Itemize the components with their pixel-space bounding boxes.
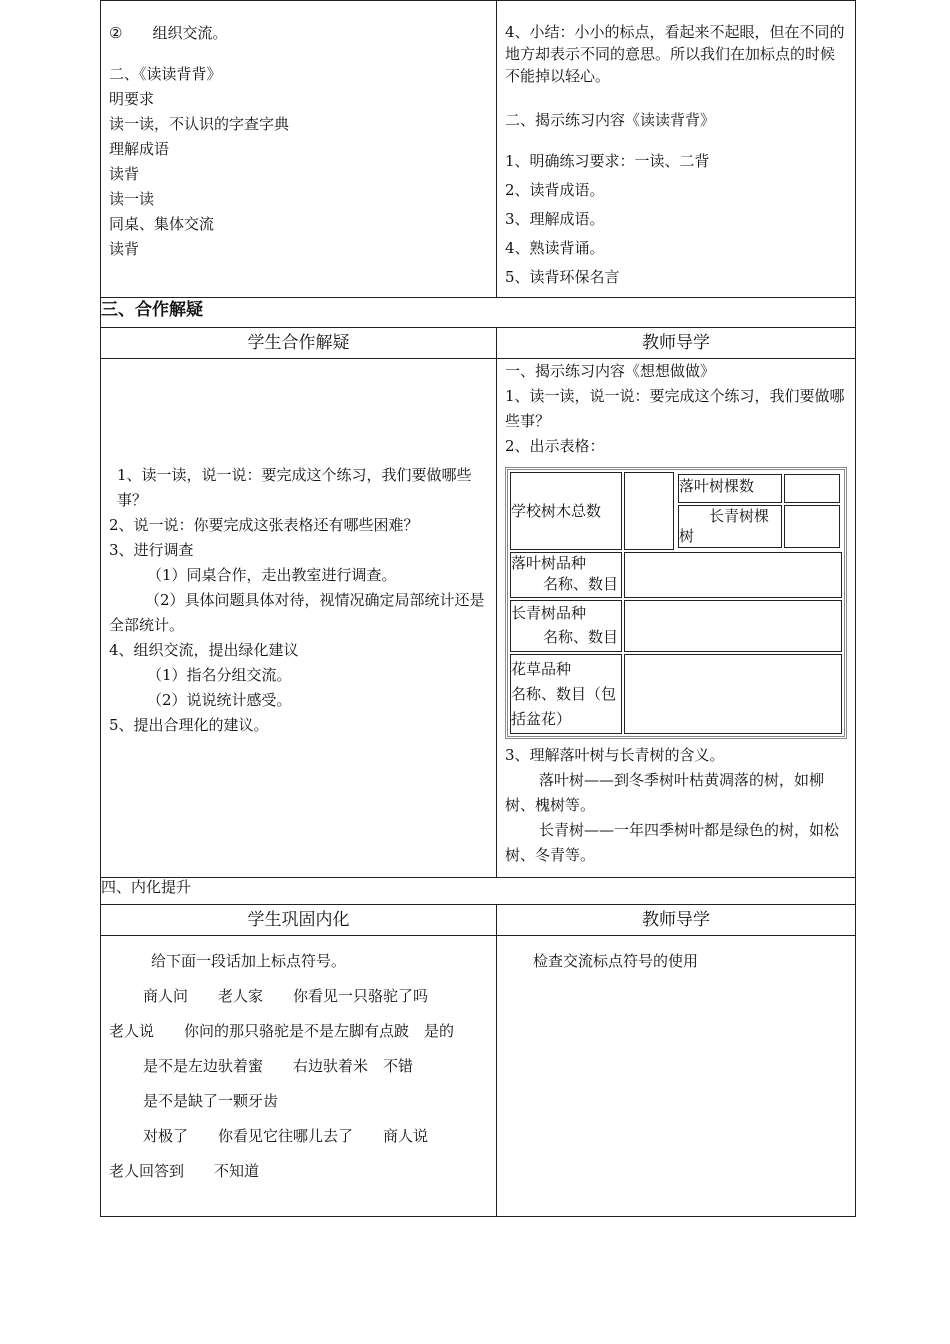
section-read-recite: 二、《读读背背》 xyxy=(109,65,222,83)
section3-right-cell xyxy=(497,359,856,878)
form-flowers-a: 花草品种 xyxy=(511,660,572,678)
section3-title-row xyxy=(101,298,856,328)
form-deciduous-kinds xyxy=(510,552,622,598)
section4-right-header: 教师导学 xyxy=(497,905,856,936)
left-item-7: 读背 xyxy=(109,240,140,258)
form-evergreen-kinds xyxy=(510,600,622,652)
top-right-cell xyxy=(497,1,856,298)
deciduous-definition: 落叶树——到冬季树叶枯黄凋落的树，如柳树、槐树等。 xyxy=(505,771,825,814)
right-item-1: 1、明确练习要求：一读、二背 xyxy=(505,152,710,170)
form-deciduous-kinds-b: 名称、数目 xyxy=(543,575,619,593)
form-flowers-b: 名称、数目（包括盆花） xyxy=(511,685,617,728)
top-left-cell xyxy=(101,1,497,298)
survey-form xyxy=(505,467,847,739)
exchange-step-2: （2）说说统计感受。 xyxy=(147,691,292,709)
task-read-say: 1、读一读，说一说：要完成这个练习，我们要做哪些事？ xyxy=(117,466,472,509)
section3-left-cell xyxy=(101,359,497,878)
show-form-label: 2、出示表格： xyxy=(505,437,605,455)
form-evergreen-count-b: 树 xyxy=(679,527,695,545)
task-difficulty: 2、说一说：你要完成这张表格还有哪些困难？ xyxy=(109,516,419,534)
survey-step-1: （1）同桌合作，走出教室进行调查。 xyxy=(147,566,397,584)
section3-title: 三、合作解疑 xyxy=(101,298,856,328)
form-deciduous-count-value xyxy=(784,474,840,503)
form-count-group xyxy=(676,472,842,550)
left-item-1: 明要求 xyxy=(109,90,155,108)
section4-title-row xyxy=(101,878,856,905)
section3-body-row xyxy=(101,359,856,878)
form-blank-a xyxy=(624,472,674,550)
section4-left-cell xyxy=(101,936,497,1217)
lesson-plan-page xyxy=(100,0,856,1217)
form-evergreen-kinds-b: 名称、数目 xyxy=(543,628,619,646)
form-evergreen-count xyxy=(678,505,782,548)
organize-exchange-line xyxy=(109,21,488,46)
form-flowers xyxy=(510,654,622,734)
form-deciduous-count: 落叶树棵数 xyxy=(678,474,782,503)
section3-header-row xyxy=(101,328,856,359)
section4-left-header: 学生巩固内化 xyxy=(101,905,497,936)
evergreen-definition: 长青树——一年四季树叶都是绿色的树，如松树、冬青等。 xyxy=(505,821,840,864)
left-item-5: 读一读 xyxy=(109,190,155,208)
section3-right-header: 教师导学 xyxy=(497,328,856,359)
lesson-plan-table xyxy=(100,0,856,1217)
left-item-6: 同桌、集体交流 xyxy=(109,215,215,233)
circled-number: ② xyxy=(109,24,123,42)
task-survey: 3、进行调查 xyxy=(109,541,194,559)
section4-header-row xyxy=(101,905,856,936)
summary-text: 4、小结：小小的标点，看起来不起眼，但在不同的地方却表示不同的意思。所以我们在加标点的时候不能掉以轻心。 xyxy=(505,23,845,85)
section3-left-header: 学生合作解疑 xyxy=(101,328,497,359)
reveal-think-do: 一、揭示练习内容《想想做做》 xyxy=(505,362,716,380)
passage-line-5: 对极了 你看见它往哪儿去了 商人说 xyxy=(143,1127,429,1145)
form-evergreen-kinds-value xyxy=(624,600,842,652)
passage-line-1: 商人问 老人家 你看见一只骆驼了吗 xyxy=(143,987,429,1005)
organize-exchange-text: 组织交流。 xyxy=(152,24,228,42)
section4-right-cell xyxy=(497,936,856,1217)
passage-line-2: 老人说 你问的那只骆驼是不是左脚有点跛 是的 xyxy=(109,1022,455,1040)
understand-meaning: 3、理解落叶树与长青树的含义。 xyxy=(505,746,725,764)
punctuation-instruction: 给下面一段话加上标点符号。 xyxy=(151,952,347,970)
teacher-read-say: 1、读一读，说一说：要完成这个练习，我们要做哪些事？ xyxy=(505,387,845,430)
right-item-5: 5、读背环保名言 xyxy=(505,268,620,286)
form-evergreen-kinds-a: 长青树品种 xyxy=(511,604,587,622)
left-item-2: 读一读，不认识的字查字典 xyxy=(109,115,290,133)
left-item-4: 读背 xyxy=(109,165,140,183)
form-evergreen-count-a: 长青树棵 xyxy=(709,507,770,525)
passage-line-4: 是不是缺了一颗牙齿 xyxy=(143,1092,279,1110)
task-suggest: 5、提出合理化的建议。 xyxy=(109,716,269,734)
exchange-step-1: （1）指名分组交流。 xyxy=(147,666,292,684)
form-evergreen-count-value xyxy=(784,505,840,548)
form-flowers-value xyxy=(624,654,842,734)
reveal-section: 二、揭示练习内容《读读背背》 xyxy=(505,111,716,129)
form-deciduous-kinds-value xyxy=(624,552,842,598)
top-row xyxy=(101,1,856,298)
right-item-3: 3、理解成语。 xyxy=(505,210,605,228)
right-item-2: 2、读背成语。 xyxy=(505,181,605,199)
passage-line-6: 老人回答到 不知道 xyxy=(109,1162,260,1180)
right-item-4: 4、熟读背诵。 xyxy=(505,239,605,257)
section4-title: 四、内化提升 xyxy=(101,878,856,905)
section4-body-row xyxy=(101,936,856,1217)
check-punctuation: 检查交流标点符号的使用 xyxy=(533,952,699,970)
task-exchange: 4、组织交流，提出绿化建议 xyxy=(109,641,299,659)
passage-line-3: 是不是左边驮着蜜 右边驮着米 不错 xyxy=(143,1057,414,1075)
form-deciduous-kinds-a: 落叶树品种 xyxy=(511,554,587,572)
form-total-trees: 学校树木总数 xyxy=(510,472,622,550)
survey-step-2: （2）具体问题具体对待，视情况确定局部统计还是全部统计。 xyxy=(109,591,485,634)
left-item-3: 理解成语 xyxy=(109,140,170,158)
